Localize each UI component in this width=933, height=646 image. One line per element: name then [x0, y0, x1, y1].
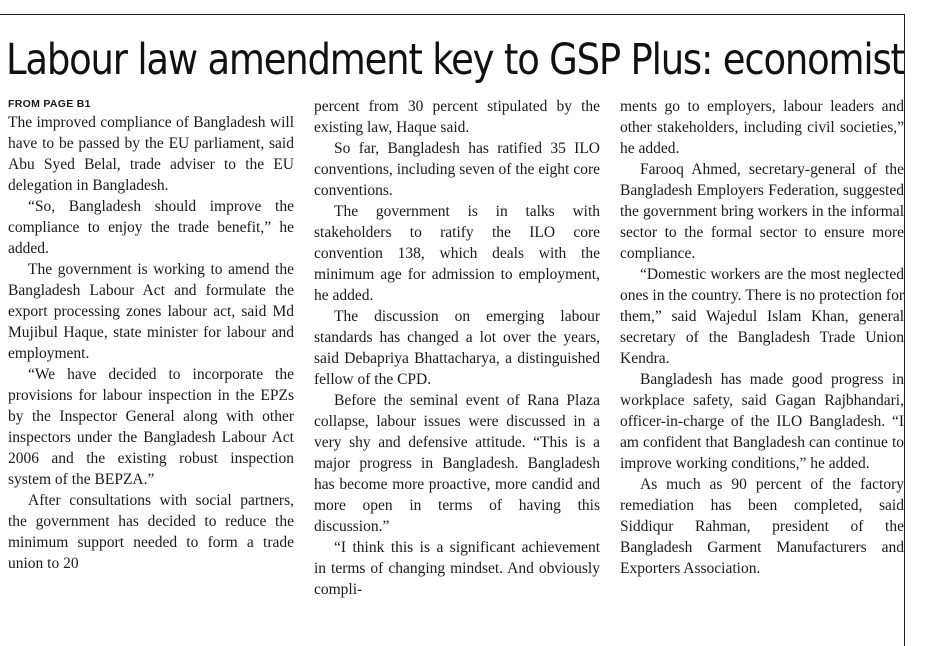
article-column-3 [620, 96, 904, 579]
paragraph: “Domestic workers are the most neglected ones in the country. There is no protection for them,” said Wajedul Islam Khan, general secretary of the Bangladesh Trade Union Kendra. [620, 266, 904, 367]
paragraph: The government is working to amend the Bangladesh Labour Act and formulate the export processing zones labour act, said Md Mujibul Haque, state minister for labour and employment. [8, 261, 294, 362]
article-headline: Labour law amendment key to GSP Plus: economist [6, 35, 904, 85]
article-column-1 [8, 96, 294, 574]
paragraph: So far, Bangladesh has ratified 35 ILO conventions, including seven of the eight core conventions. [314, 140, 600, 199]
paragraph: Before the seminal event of Rana Plaza collapse, labour issues were discussed in a very shy and defensive attitude. “This is a major progress in Bangladesh. Bangladesh has become more proactive, more candid and more open in terms of having this discussion.” [314, 392, 600, 535]
paragraph: As much as 90 percent of the factory remediation has been completed, said Siddiqur Rahman, president of the Bangladesh Garment Manufacturers and Exporters Association. [620, 476, 904, 577]
paragraph: Farooq Ahmed, secretary-general of the Bangladesh Employers Federation, suggested the government bring workers in the informal sector to the formal sector to ensure more compliance. [620, 161, 904, 262]
paragraph: ments go to employers, labour leaders and other stakeholders, including civil societies,” he added. [620, 98, 904, 157]
paragraph: Bangladesh has made good progress in workplace safety, said Gagan Rajbhandari, officer-in-charge of the ILO Bangladesh. “I am confident that Bangladesh can continue to improve working conditions,” he added. [620, 371, 904, 472]
paragraph: The improved compliance of Bangladesh will have to be passed by the EU parliament, said Abu Syed Belal, trade adviser to the EU delegation in Bangladesh. [8, 114, 294, 194]
top-rule [0, 14, 904, 15]
paragraph: “I think this is a significant achievement in terms of changing mindset. And obviously compli- [314, 539, 600, 598]
right-column-rule [904, 14, 905, 646]
paragraph: The government is in talks with stakeholders to ratify the ILO core convention 138, which deals with the minimum age for admission to employment, he added. [314, 203, 600, 304]
paragraph: percent from 30 percent stipulated by the existing law, Haque said. [314, 98, 600, 136]
paragraph: After consultations with social partners, the government has decided to reduce the minimum support needed to form a trade union to 20 [8, 492, 294, 572]
paragraph: The discussion on emerging labour standards has changed a lot over the years, said Debapriya Bhattacharya, a distinguished fellow of the CPD. [314, 308, 600, 388]
paragraph: “We have decided to incorporate the provisions for labour inspection in the EPZs by the Inspector General along with other inspectors under the Bangladesh Labour Act 2006 and the existing robust inspection system of the BEPZA.” [8, 366, 294, 488]
continuation-kicker: FROM PAGE B1 [8, 98, 91, 110]
article-column-2 [314, 96, 600, 600]
paragraph: “So, Bangladesh should improve the compliance to enjoy the trade benefit,” he added. [8, 198, 294, 257]
